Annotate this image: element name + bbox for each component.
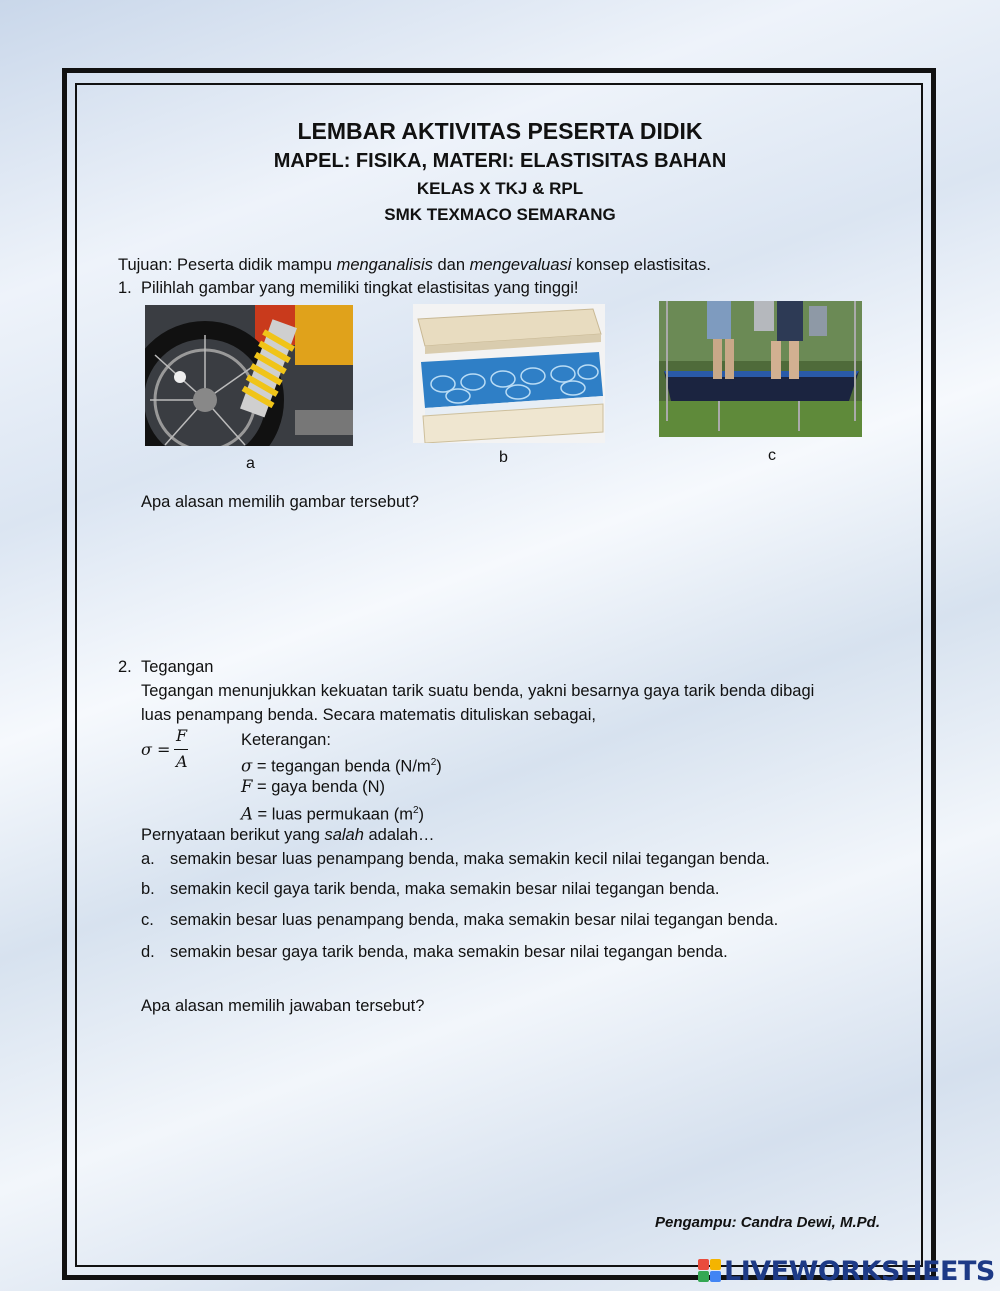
fraction-bar: [174, 749, 188, 750]
image-a-shock-absorber[interactable]: [145, 305, 353, 446]
worksheet-title: LEMBAR AKTIVITAS PESERTA DIDIK: [297, 118, 703, 144]
objective: Tujuan: Peserta didik mampu menganalisis dan mengevaluasi konsep elastisitas.: [118, 256, 711, 274]
option-b[interactable]: b. semakin kecil gaya tarik benda, maka semakin besar nilai tegangan benda.: [141, 880, 720, 898]
worksheet-class: KELAS X TKJ & RPL: [416, 179, 584, 198]
worksheet-subject: MAPEL: FISIKA, MATERI: ELASTISITAS BAHAN: [273, 150, 727, 172]
q2-desc-line1: Tegangan menunjukkan kekuatan tarik suatu benda, yakni besarnya gaya tarik benda dibagi: [141, 682, 815, 700]
option-a[interactable]: a. semakin besar luas penampang benda, maka semakin kecil nilai tegangan benda.: [141, 850, 770, 868]
liveworksheets-logo-icon: [698, 1259, 722, 1283]
liveworksheets-logo: LIVEWORKSHEETS: [698, 1256, 995, 1287]
legend-area: A = luas permukaan $(m^2)$: [241, 804, 425, 824]
image-b-label: b: [499, 449, 508, 466]
q2-answer-area[interactable]: [141, 1025, 881, 1195]
q1-answer-area[interactable]: [141, 520, 881, 640]
legend-force: F = gaya benda (N): [241, 777, 385, 796]
stress-formula: σ = F A: [141, 726, 188, 771]
q2-number: 2.: [118, 658, 132, 676]
q2-reason-prompt: Apa alasan memilih jawaban tersebut?: [141, 997, 425, 1015]
q1-number: 1.: [118, 279, 132, 297]
legend-title: Keterangan:: [241, 731, 331, 749]
image-b-spring-mattress[interactable]: [413, 304, 605, 443]
q2-desc-line2: luas penampang benda. Secara matematis dituliskan sebagai,: [141, 706, 596, 724]
option-c[interactable]: c. semakin besar luas penampang benda, maka semakin besar nilai tegangan benda.: [141, 911, 779, 929]
image-a-label: a: [246, 455, 255, 472]
image-c-label: c: [768, 447, 776, 464]
image-c-trampoline[interactable]: [659, 301, 862, 437]
q1-reason-prompt: Apa alasan memilih gambar tersebut?: [141, 493, 419, 511]
option-d[interactable]: d. semakin besar gaya tarik benda, maka semakin besar nilai tegangan benda.: [141, 943, 728, 961]
teacher-name: Pengampu: Candra Dewi, M.Pd.: [654, 1214, 880, 1231]
q1-text: Pilihlah gambar yang memiliki tingkat elastisitas yang tinggi!: [141, 279, 579, 297]
legend-sigma: σ = tegangan benda $(N/m^2)$: [241, 756, 442, 776]
q2-title: Tegangan: [141, 658, 214, 676]
q2-statement: Pernyataan berikut yang salah adalah…: [141, 826, 435, 844]
worksheet-school: SMK TEXMACO SEMARANG: [384, 205, 616, 224]
